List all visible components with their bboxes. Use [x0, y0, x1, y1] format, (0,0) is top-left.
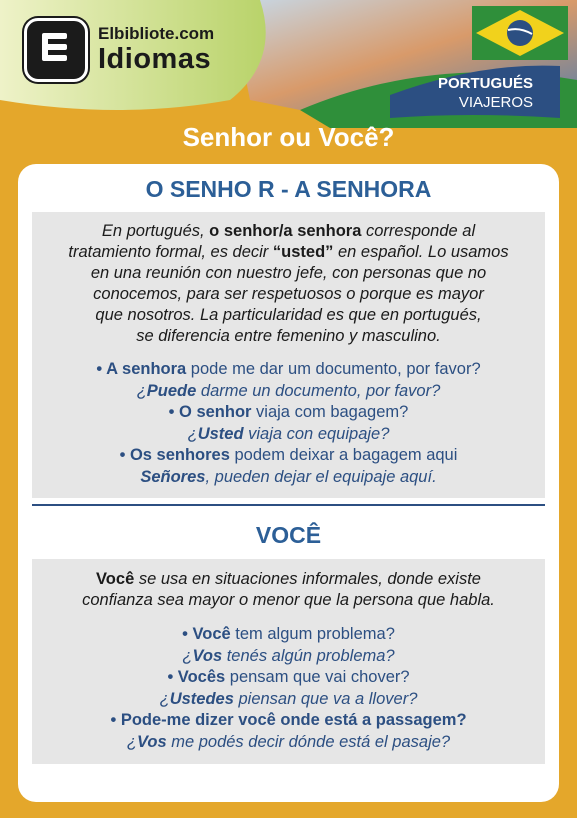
para-line: conocemos, para ser respetuosos o porque es mayor [93, 285, 484, 303]
example-pt: • A senhora pode me dar um documento, por favor? [96, 360, 481, 378]
para-line: se diferencia entre femenino y masculino. [136, 327, 441, 345]
para-line: Você se usa en situaciones informales, donde existe [96, 570, 481, 588]
section-divider [32, 504, 545, 506]
section2-examples [32, 624, 545, 753]
section2-title: VOCÊ [255, 522, 322, 548]
para-line: tratamiento formal, es decir “usted” en español. Lo usamos [68, 243, 509, 261]
example-pt: • Vocês pensam que vai chover? [167, 668, 410, 686]
brand-name: Idiomas [98, 43, 212, 75]
category-tag [438, 74, 533, 112]
example-es: ¿Puede darme un documento, por favor? [136, 381, 441, 400]
page-title: Senhor ou Você? [182, 122, 395, 152]
section1-box [32, 212, 545, 498]
tag-language: PORTUGUÉS [437, 75, 533, 92]
example-pt: • O senhor viaja com bagagem? [168, 403, 409, 421]
example-es: ¿Vos me podés decir dónde está el pasaje? [126, 732, 451, 751]
para-line: En portugués, o senhor/a senhora corresponde al [101, 222, 476, 240]
section2-box [32, 559, 545, 764]
section1-paragraph [32, 212, 545, 347]
section1-examples [32, 359, 545, 488]
header [0, 0, 577, 128]
brand [98, 24, 214, 74]
example-pt: • Você tem algum problema? [182, 625, 395, 643]
para-line: en una reunión con nuestro jefe, con personas que no [90, 264, 487, 282]
para-line: que nosotros. La particularidad es que en portugués, [95, 306, 482, 324]
example-es: ¿Usted viaja con equipaje? [187, 424, 390, 443]
tag-level: VIAJEROS [458, 94, 533, 111]
example-es: ¿Vos tenés algún problema? [182, 646, 395, 665]
para-line: confianza sea mayor o menor que la persona que habla. [82, 591, 495, 609]
example-pt: • Os senhores podem deixar a bagagem aqui [119, 446, 458, 464]
logo-icon [24, 18, 88, 82]
content-card [18, 164, 559, 802]
brand-site: Elbibliote.com [98, 24, 215, 43]
section1-title: O SENHO R - A SENHORA [145, 176, 432, 202]
section2-paragraph [32, 559, 545, 611]
brazil-flag-icon [472, 6, 568, 60]
example-pt: • Pode-me dizer você onde está a passagem? [110, 711, 467, 729]
example-es: ¿Ustedes piensan que va a llover? [159, 689, 418, 708]
example-es: Señores, pueden dejar el equipaje aquí. [140, 467, 437, 486]
